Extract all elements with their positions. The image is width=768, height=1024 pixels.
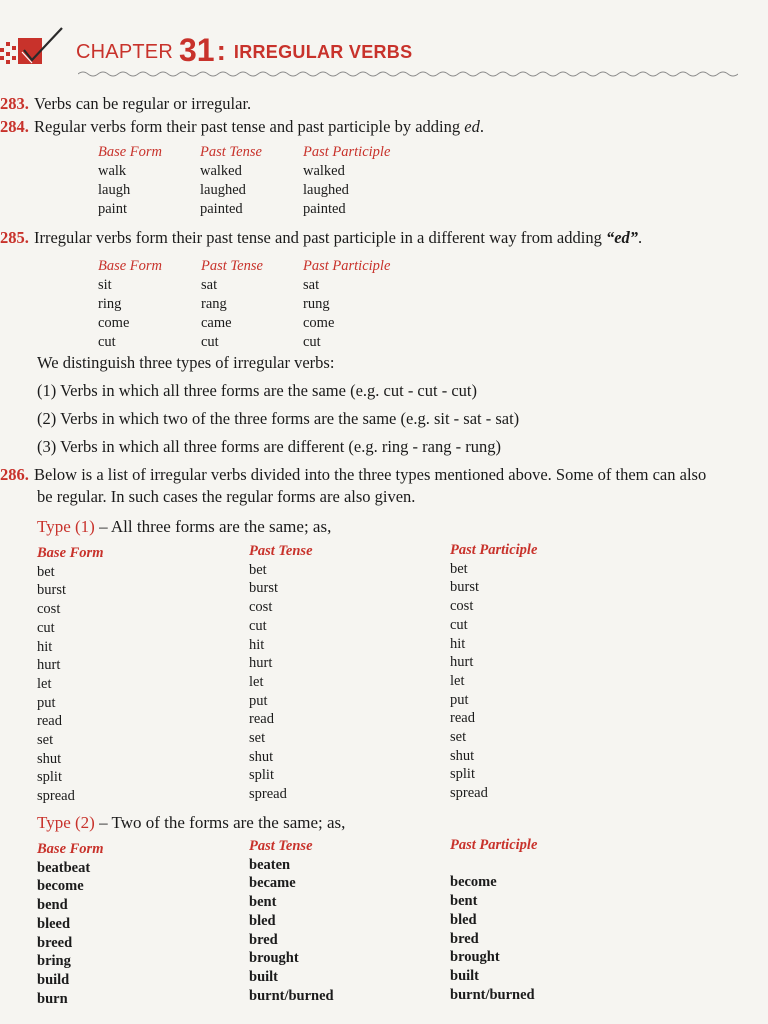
type-1-heading <box>37 517 331 537</box>
table-cell: brought <box>249 950 299 967</box>
chapter-word: CHAPTER <box>76 41 173 63</box>
table-cell: burnt/burned <box>249 987 334 1004</box>
past-participle-cells <box>450 560 537 803</box>
type-1-label: Type (1) <box>37 517 95 536</box>
table-cell: burn <box>37 990 68 1007</box>
table-cell: come <box>303 315 335 331</box>
table-cell: breed <box>37 934 73 951</box>
table-cell: become <box>450 874 497 891</box>
table-cell: bred <box>450 930 479 947</box>
table-cell: hurt <box>249 655 273 672</box>
point-number: 284. <box>0 117 29 136</box>
point-number: 286. <box>0 465 29 484</box>
table-cell: bet <box>450 560 468 577</box>
table-cell: became <box>249 875 296 892</box>
type-description-3: (3) Verbs in which all three forms are different (e.g. ring - rang - rung) <box>37 437 501 456</box>
table-cell: cut <box>201 334 219 350</box>
chapter-name: IRREGULAR VERBS <box>233 42 413 62</box>
table-cell: spread <box>37 788 75 805</box>
table-cell: bent <box>249 894 277 911</box>
table-cell: shut <box>450 747 475 764</box>
table-cell: brought <box>450 949 500 966</box>
decorative-wave-underline <box>78 70 738 78</box>
table-cell: came <box>201 315 232 331</box>
checkmark-logo-icon <box>0 26 70 72</box>
base-form-column <box>98 143 162 219</box>
distinguish-intro: We distinguish three types of irregular verbs: <box>37 353 335 372</box>
table-cell: cut <box>37 619 55 636</box>
table-cell: laugh <box>98 182 131 198</box>
table-cell: split <box>37 769 62 786</box>
table-cell: paint <box>98 201 127 217</box>
table-cell: beatbeat <box>37 859 91 876</box>
table-cell: come <box>98 315 130 331</box>
table-cell: cut <box>98 334 116 350</box>
table-cell: bleed <box>37 915 71 932</box>
table-cell: become <box>37 878 84 895</box>
point-283 <box>0 94 251 114</box>
table-cell: let <box>450 672 465 689</box>
table-cell: ring <box>98 296 122 312</box>
table-cell: bled <box>249 912 276 929</box>
table-cell: painted <box>303 201 346 217</box>
table-cell: bet <box>249 561 267 578</box>
table-cell: shut <box>37 750 62 767</box>
table-cell: built <box>450 967 480 984</box>
table-cell: burst <box>37 582 66 599</box>
past-tense-cells <box>249 856 334 1006</box>
table-cell: split <box>249 767 274 784</box>
table-cell: build <box>37 971 70 988</box>
table-cell <box>450 855 537 874</box>
table-cell: walked <box>303 163 345 179</box>
point-text-after: . <box>638 228 643 247</box>
column-header: Past Participle <box>303 144 391 160</box>
table-cell: cut <box>303 334 321 350</box>
table-cell: walked <box>200 163 242 179</box>
table-cell: burst <box>450 579 479 596</box>
table-cell: set <box>249 730 266 747</box>
table-cell: cost <box>249 599 273 616</box>
table-cell: hurt <box>37 657 61 674</box>
type-1-table <box>37 544 737 809</box>
table-cell: laughed <box>200 182 246 198</box>
base-form-cells <box>37 563 103 806</box>
table-cell: hit <box>450 635 466 652</box>
past-participle-column <box>450 836 537 1004</box>
table-cell: sat <box>303 277 320 293</box>
table-cell: burst <box>249 580 278 597</box>
type-2-description: – Two of the forms are the same; as, <box>94 813 346 832</box>
table-cell: bent <box>450 893 478 910</box>
type-description-1: (1) Verbs in which all three forms are the same (e.g. cut - cut - cut) <box>37 381 477 400</box>
column-header: Base Form <box>37 545 104 561</box>
point-text-before: Irregular verbs form their past tense and past participle in a different way from adding <box>34 228 606 247</box>
chapter-title <box>76 32 412 69</box>
base-form-column <box>98 257 162 352</box>
table-cell: shut <box>249 748 274 765</box>
table-cell: let <box>249 673 264 690</box>
table-cell: read <box>37 713 62 730</box>
type-2-label: Type (2) <box>37 813 95 832</box>
base-form-column <box>37 840 103 1008</box>
point-text <box>34 228 642 247</box>
table-cell: rang <box>201 296 227 312</box>
past-participle-column <box>303 143 390 219</box>
past-tense-cells <box>249 561 313 804</box>
table-cell: set <box>37 732 54 749</box>
table-cell: read <box>249 711 274 728</box>
type-2-table <box>37 837 737 1010</box>
table-cell: bred <box>249 931 278 948</box>
past-participle-cells <box>450 855 537 1005</box>
point-text <box>34 117 484 136</box>
column-header: Base Form <box>98 258 163 274</box>
point-number: 285. <box>0 228 29 247</box>
base-form-column <box>37 544 103 806</box>
point-text-before: Regular verbs form their past tense and past participle by adding <box>34 117 465 136</box>
point-286 <box>0 465 706 485</box>
base-form-cells <box>37 859 103 1009</box>
column-header: Past Tense <box>201 258 263 274</box>
chapter-number: 31 <box>178 32 215 68</box>
table-cell: built <box>249 968 279 985</box>
table-cell: cost <box>37 601 61 618</box>
table-cell: hit <box>37 638 53 655</box>
point-284 <box>0 117 484 137</box>
past-participle-column <box>303 257 390 352</box>
table-cell: set <box>450 729 467 746</box>
past-tense-column <box>200 143 262 219</box>
table-cell: let <box>37 675 52 692</box>
table-cell: rung <box>303 296 330 312</box>
table-cell: spread <box>450 785 488 802</box>
table-cell: bled <box>450 911 477 928</box>
chapter-colon: : <box>216 35 226 66</box>
type-description-2: (2) Verbs in which two of the three forms are the same (e.g. sit - sat - sat) <box>37 409 520 428</box>
table-cell: put <box>450 691 469 708</box>
type-1-description: – All three forms are the same; as, <box>94 517 332 536</box>
table-cell: put <box>249 692 268 709</box>
table-cell: read <box>450 710 475 727</box>
column-header: Base Form <box>98 144 163 160</box>
point-number: 283. <box>0 94 29 113</box>
point-285 <box>0 228 642 248</box>
regular-verbs-table <box>98 143 498 223</box>
column-header: Past Participle <box>450 542 538 558</box>
table-cell: spread <box>249 786 287 803</box>
type-2-heading <box>37 813 345 833</box>
table-cell: cost <box>450 598 474 615</box>
past-participle-column <box>450 541 537 803</box>
column-header: Past Tense <box>249 543 313 559</box>
table-cell: hit <box>249 636 265 653</box>
table-cell: cut <box>249 617 267 634</box>
table-cell: sat <box>201 277 218 293</box>
chapter-header <box>0 18 768 74</box>
table-cell: laughed <box>303 182 349 198</box>
table-cell: bend <box>37 897 68 914</box>
table-cell: split <box>450 766 475 783</box>
point-text-after: . <box>479 117 484 136</box>
past-tense-column <box>249 542 313 804</box>
table-cell: cut <box>450 616 468 633</box>
table-cell: sit <box>98 277 112 293</box>
column-header: Past Participle <box>450 837 538 853</box>
table-cell: burnt/burned <box>450 986 535 1003</box>
past-tense-column <box>201 257 263 352</box>
column-header: Past Tense <box>249 838 313 854</box>
table-cell: bet <box>37 563 55 580</box>
table-cell: beaten <box>249 856 291 873</box>
table-cell: bring <box>37 953 71 970</box>
irregular-verbs-table <box>98 257 498 357</box>
column-header: Past Tense <box>200 144 262 160</box>
point-286-text-line2: be regular. In such cases the regular forms are also given. <box>37 487 416 506</box>
column-header: Base Form <box>37 841 104 857</box>
column-header: Past Participle <box>303 258 391 274</box>
table-cell: walk <box>98 163 127 179</box>
point-text-emphasis: ed <box>464 117 480 136</box>
past-tense-column <box>249 837 334 1005</box>
table-cell: put <box>37 694 56 711</box>
point-text-emphasis: “ed” <box>605 228 639 247</box>
table-cell: painted <box>200 201 243 217</box>
table-cell: hurt <box>450 654 474 671</box>
point-text-line1: Below is a list of irregular verbs divided into the three types mentioned above. Some of them can also <box>34 465 707 484</box>
point-text: Verbs can be regular or irregular. <box>34 94 252 113</box>
